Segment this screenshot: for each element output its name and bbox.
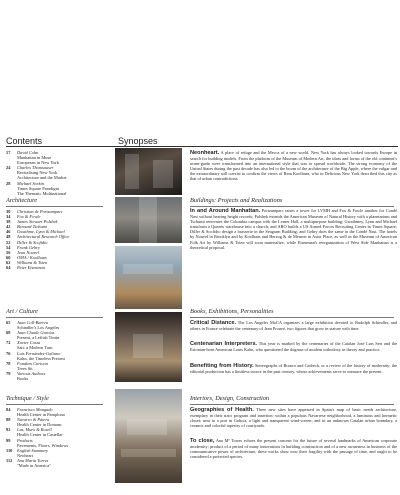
toc-entry-text <box>17 371 103 381</box>
toc-author: Juan Chuale Garcías <box>17 330 55 336</box>
toc-page-number: 112 <box>6 457 13 463</box>
toc-page-number: 48 <box>6 234 11 240</box>
contents-group-essays <box>6 150 103 196</box>
photo-health-center-interior <box>115 389 182 483</box>
photo-tower-facade <box>115 197 182 243</box>
toc-item[interactable] <box>6 417 103 427</box>
toc-title: Revitalising New York <box>17 170 58 176</box>
toc-item[interactable] <box>6 351 103 361</box>
toc-page-number: 56 <box>6 249 11 255</box>
toc-entry-text <box>17 448 103 458</box>
toc-title: Manhattan in Muse <box>17 155 52 161</box>
toc-page-number: 17 <box>6 150 11 155</box>
toc-item[interactable] <box>6 181 103 196</box>
synopsis-lead: In and Around Manhattan. <box>190 208 261 214</box>
toc-author: Juan Coll-Barreu <box>17 320 48 325</box>
toc-item[interactable] <box>6 407 103 417</box>
toc-page-number: 38 <box>6 219 11 225</box>
toc-entry-text <box>17 458 103 468</box>
contents-group-architecture <box>6 197 103 270</box>
toc-item[interactable] <box>6 427 103 437</box>
toc-item[interactable] <box>6 448 103 458</box>
toc-author: Bernard Tschumi <box>17 224 48 230</box>
toc-page-number: 79 <box>6 370 11 376</box>
toc-author: Francisco Mangado <box>17 407 53 412</box>
toc-entry-text <box>17 361 103 371</box>
toc-author: Jean Nouvel <box>17 249 39 255</box>
toc-page-number: 30 <box>6 209 11 214</box>
toc-page-number: 60 <box>6 254 11 260</box>
toc-entry-text <box>17 165 103 180</box>
toc-author: Charles Thomsauser <box>17 165 54 171</box>
toc-author: Various Authors <box>17 370 46 376</box>
toc-author: Frank Gehry <box>17 244 40 250</box>
toc-title: Health Center in Pamplona <box>17 412 65 418</box>
toc-entry-text <box>17 330 103 340</box>
toc-item[interactable] <box>6 361 103 371</box>
toc-author: Williams & Tsien <box>17 259 48 265</box>
toc-entry-text <box>17 181 103 196</box>
synopsis-text: The Los Angeles MoCA organizes a large exhibition devoted to Rudolph Schindler, and others in France celebrate the centenary of Jean Prouvé, two figures that grow in stature with time. <box>190 320 398 332</box>
synopsis-paragraph <box>190 341 397 352</box>
toc-author: Christian de Portzamparc <box>17 209 63 214</box>
toc-page-number: 68 <box>6 330 11 336</box>
synopsis-paragraph <box>190 208 397 250</box>
toc-author: Architectural Research Office <box>17 234 70 240</box>
header-rule <box>6 146 398 147</box>
synopses-header: Synopses <box>118 136 158 146</box>
toc-author: James Stewart Polshek <box>17 219 58 225</box>
synopsis-paragraph <box>190 438 397 459</box>
toc-author: Gwathme, Lynn & Michael <box>17 229 65 235</box>
contents-section-title: Architecture <box>6 197 103 207</box>
toc-subtitle: Architecture and the Market <box>17 175 67 181</box>
toc-item[interactable] <box>6 340 103 350</box>
synopsis-text: Ana Mª Torres echoes the present concern for the future of several landmarks of American corporate modernity; product of a period of many innovations in building construction and of a new awareness in business of the communicative power of architecture, these works show now their fragility with the passage of time, and ought to be considered a protected species. <box>190 438 397 460</box>
synopsis-paragraph <box>190 320 397 331</box>
toc-title: Present, a Leftish Tintin <box>17 335 60 341</box>
toc-author: Fox & Fowle <box>17 214 41 220</box>
toc-item[interactable] <box>6 330 103 340</box>
toc-author: Diller & Scofidio <box>17 239 48 245</box>
synopsis-section-title: Interiors, Design, Construction <box>190 395 394 405</box>
toc-page-number: 64 <box>6 265 11 271</box>
toc-item[interactable] <box>6 165 103 180</box>
synopsis-text: Three new sites have appeared in Spain's map of basic needs architecture, exemplary in their strict program and insertion: within a populous Navarrese neighborhood, a luminous and hermetic closet; next to a port in Galicia, a light and transparent wind-screen; and in an unknown Catalan urban boundary, a ceramic and colorful tapestry of courtyards. <box>190 407 398 429</box>
toc-author: Peter Eisenman <box>17 265 45 271</box>
toc-entry-text <box>17 351 103 361</box>
toc-author: OMA / Koolhaas <box>17 254 47 260</box>
toc-page-number: 34 <box>6 214 11 220</box>
synopsis-lead: Centenarian Interpreters. <box>190 341 258 347</box>
toc-title: Pavements, Floors, Windows <box>17 442 69 448</box>
synopsis-paragraph <box>190 150 397 182</box>
toc-author: Navarro & Pátera <box>17 417 50 423</box>
toc-page-number: 24 <box>6 165 11 171</box>
toc-entry-text <box>17 340 103 350</box>
toc-entry-text <box>17 265 103 270</box>
toc-entry-text <box>17 407 103 417</box>
contents-header: Contents <box>6 136 43 146</box>
photo-exhibition-hall <box>115 246 182 309</box>
toc-page-number: 52 <box>6 239 11 245</box>
toc-subtitle: Europeans in New York <box>17 160 59 166</box>
toc-item[interactable] <box>6 265 103 270</box>
toc-page-number: 78 <box>6 360 11 366</box>
toc-entry-text <box>17 438 103 448</box>
synopsis-section-title: Buildings: Projects and Realizations <box>190 197 394 207</box>
contents-group-art-culture <box>6 308 103 381</box>
toc-page-number: 28 <box>6 180 11 186</box>
synopsis-text: This year is marked by the centenaries of the Catalan José Luis Sert and the Estonian-born American Louis Kahn, who questioned the dogmas of modern orthodoxy in theory and practice. <box>190 341 398 353</box>
contents-column <box>6 150 103 196</box>
toc-item[interactable] <box>6 320 103 330</box>
toc-title: Satt: a Modern Turn <box>17 345 53 351</box>
toc-entry-text <box>17 417 103 427</box>
toc-entry-text <box>17 427 103 437</box>
contents-section-title: Technique / Style <box>6 395 103 405</box>
toc-page-number: 99 <box>6 437 11 443</box>
toc-page-number: 84 <box>6 407 11 412</box>
synopsis-paragraph <box>190 363 397 374</box>
toc-page-number: 62 <box>6 259 11 265</box>
toc-page-number: 54 <box>6 244 11 250</box>
toc-entry-text <box>17 320 103 330</box>
synopsis-text: A place of refuge and the Mecca of a new world. New York has always looked towards Europe in search for building models. From the platform of the Museum of Modern Art, the ideas and forms of the old continent's avant-garde were transformed into an international style that was to spread worldwide. The strong economy of the United States during the past decade has also led to the boom of the architecture of the Big Apple, where the vulgar and the extraordinary still coexist to confirm the views of Rem Koolhaas, who in Delirious New York described this city as that of urban contradictions. <box>190 150 398 182</box>
toc-author: Michael Sorkin <box>17 180 44 186</box>
contents-section-title: Art / Culture <box>6 308 103 318</box>
synopsis-text: Portzamparc raises a tower for LVMH and Fox & Fowle another for Condé Nast without bearing height records; Polshek extends the American Museum of Natural History with a planetarium and Tschumi renovates the Columbia campus with the Lerner Hall, a multipurpose building; Gwathmey, Lynn and Michael transform a Queens warehouse into a church; and ARO builds a US Armed Forces Recruiting Center in Times Square; Diller & Scofidio design a brasserie in the Seagram Building; and Gehry does the same in the Condé Nast. The hotels by Nouvel in Brooklyn and by Koolhaas and Herzog & de Meuron in Astor Place, as well as the Museum of American Folk Art by Williams & Tsien will soon materialize, while Eisenman's reorganization of West Side Manhattan is a theoretical proposal. <box>190 208 398 250</box>
toc-item[interactable] <box>6 458 103 468</box>
toc-author: English Summary <box>17 447 49 453</box>
synopsis-lead: Neonheart. <box>190 150 220 156</box>
toc-author: Xavier Costa <box>17 340 41 346</box>
toc-page-number: 88 <box>6 417 11 423</box>
toc-title: Kahn, the Timeless Present <box>17 355 65 361</box>
toc-author: Luz, Muro & Rosell <box>17 427 52 433</box>
contents-group-technique-style <box>6 395 103 468</box>
toc-author: Products <box>17 437 33 443</box>
toc-page-number: 72 <box>6 340 11 346</box>
toc-title: Health Center in Castellar <box>17 432 63 438</box>
toc-subtitle: The Thematic Multinational <box>17 190 67 196</box>
toc-item[interactable] <box>6 371 103 381</box>
toc-item[interactable] <box>6 438 103 448</box>
toc-page-number: 42 <box>6 224 11 230</box>
toc-page-number: 65 <box>6 320 11 325</box>
toc-page-number: 110 <box>6 447 13 453</box>
synopsis-lead: Critical Distance. <box>190 320 237 326</box>
synopsis-text: Stereographs of Branco and Cedrech, or a review of the history of modernity: the editorial production has a limitless source in the past century, whose achievements serve to measure the present. <box>190 363 398 375</box>
toc-title: Health Center in Domanc <box>17 422 62 428</box>
toc-author: David Cohn <box>17 150 39 155</box>
toc-author: Luis Fernández-Galiano <box>17 350 61 356</box>
toc-author: Ana María Torres <box>17 457 49 463</box>
photo-times-square-night <box>115 148 182 195</box>
toc-page-number: 46 <box>6 229 11 235</box>
toc-entry-text <box>17 150 103 165</box>
toc-title: Times Square Paradigm <box>17 185 60 191</box>
synopsis-paragraph <box>190 407 397 428</box>
toc-title: "Made in America" <box>17 463 52 469</box>
synopsis-lead: To close, <box>190 438 215 444</box>
toc-title: Books <box>17 376 29 382</box>
synopsis-section-title: Books, Exhibitions, Personalities <box>190 308 394 318</box>
synopsis-lead: Geographies of Health. <box>190 407 254 413</box>
toc-title: Schindler's Los Angeles <box>17 325 60 331</box>
toc-author: Fondues Cartoon <box>17 360 48 366</box>
toc-title: Neoheart <box>17 452 34 458</box>
toc-page-number: 76 <box>6 350 11 356</box>
synopsis-lead: Benefiting from History. <box>190 363 254 369</box>
toc-title: Trees Sit <box>17 365 33 371</box>
toc-page-number: 92 <box>6 427 11 433</box>
toc-item[interactable] <box>6 150 103 165</box>
photo-interior-room <box>115 312 182 382</box>
